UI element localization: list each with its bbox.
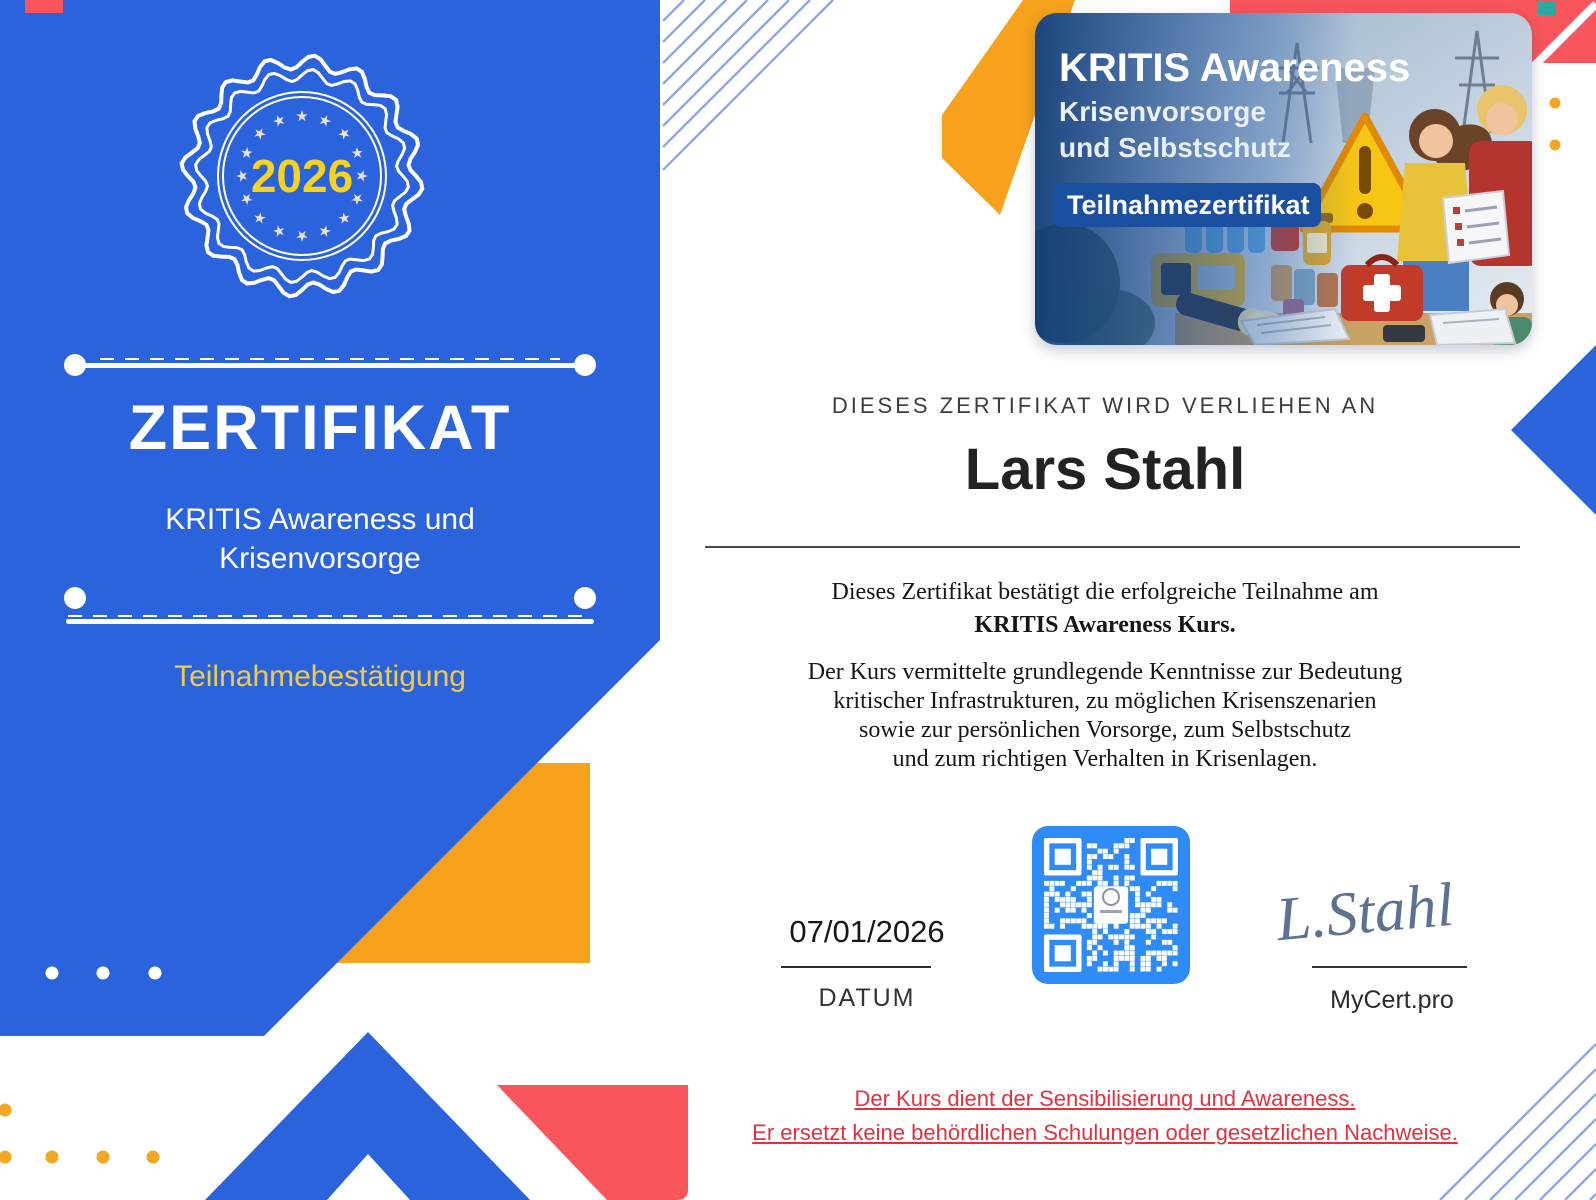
svg-text:★: ★ <box>234 169 251 183</box>
issue-date: 07/01/2026 <box>789 914 945 949</box>
divider-dot <box>574 587 596 609</box>
svg-text:★: ★ <box>333 207 355 229</box>
recipient-name: Lars Stahl <box>964 437 1246 502</box>
svg-text:★: ★ <box>353 169 370 183</box>
signature-underline <box>1312 966 1467 968</box>
coral-quad-shape <box>497 1085 688 1200</box>
teal-chip <box>1538 2 1556 15</box>
bottom-divider-line <box>66 619 594 624</box>
confirmation-text: Dieses Zertifikat bestätigt die erfolgreiche Teilnahme am KRITIS Awareness Kurs. <box>690 576 1520 642</box>
svg-text:★: ★ <box>236 189 258 209</box>
bottom-divider-dashes <box>68 615 592 617</box>
svg-text:★: ★ <box>333 123 355 145</box>
divider-dot <box>64 587 86 609</box>
svg-text:★: ★ <box>236 143 258 163</box>
svg-text:★: ★ <box>315 220 335 242</box>
name-underline <box>705 546 1520 548</box>
svg-text:★: ★ <box>346 143 368 163</box>
card-subtitle-2: und Selbstschutz <box>1059 132 1291 163</box>
certificate-subtitle: KRITIS Awareness und Krisenvorsorge <box>165 503 475 575</box>
signature <box>1258 852 1528 964</box>
issuer-label: MyCert.pro <box>1330 986 1454 1014</box>
course-card-illustration <box>1035 13 1532 345</box>
top-divider-line <box>68 363 592 368</box>
top-stripes <box>663 0 833 170</box>
svg-text:★: ★ <box>295 227 309 244</box>
course-name: KRITIS Awareness Kurs. <box>974 612 1236 638</box>
orange-dot-column <box>1550 98 1561 151</box>
date-underline <box>781 966 931 968</box>
presented-to-label: DIESES ZERTIFIKAT WIRD VERLIEHEN AN <box>831 393 1379 418</box>
participation-tagline: Teilnahmebestätigung <box>174 660 466 693</box>
svg-text:★: ★ <box>295 108 309 125</box>
top-divider-dashes <box>100 358 560 360</box>
card-title: KRITIS Awareness <box>1059 46 1411 90</box>
svg-text:★: ★ <box>249 123 271 145</box>
date-label: DATUM <box>818 984 916 1012</box>
signature-text: L.Stahl <box>1273 870 1457 955</box>
blue-chevron-shape <box>205 1032 530 1200</box>
course-card <box>1035 13 1532 345</box>
certificate-title: ZERTIFIKAT <box>128 393 512 463</box>
svg-text:★: ★ <box>269 220 289 242</box>
divider-dot <box>64 354 86 376</box>
svg-text:★: ★ <box>269 110 289 132</box>
svg-text:★: ★ <box>249 207 271 229</box>
qr-code <box>1032 826 1190 984</box>
svg-text:★: ★ <box>315 110 335 132</box>
seal-year: 2026 <box>250 150 354 202</box>
course-description: Der Kurs vermittelte grundlegende Kenntnisse zur Bedeutung kritischer Infrastrukturen, zu möglichen Krisenszenarien sowie zur persönlichen Vorsorge, zum Selbstschutz und zum richtigen Verhalten in Krisenlagen. <box>807 659 1403 772</box>
disclaimer: Der Kurs dient der Sensibilisierung und Awareness. Er ersetzt keine behördlichen Schulungen oder gesetzlichen Nachweise. <box>752 1086 1458 1145</box>
svg-text:★: ★ <box>346 189 368 209</box>
divider-dot <box>574 354 596 376</box>
blue-diamond-shape <box>1511 345 1596 515</box>
card-subtitle-1: Krisenvorsorge <box>1059 96 1266 127</box>
year-seal <box>152 26 452 326</box>
orange-dot-row <box>0 1104 160 1164</box>
phone <box>1383 325 1425 342</box>
card-badge-label: Teilnahmezertifikat <box>1067 190 1310 220</box>
checklist-paper <box>1443 191 1509 263</box>
red-corner-chip <box>25 0 63 13</box>
